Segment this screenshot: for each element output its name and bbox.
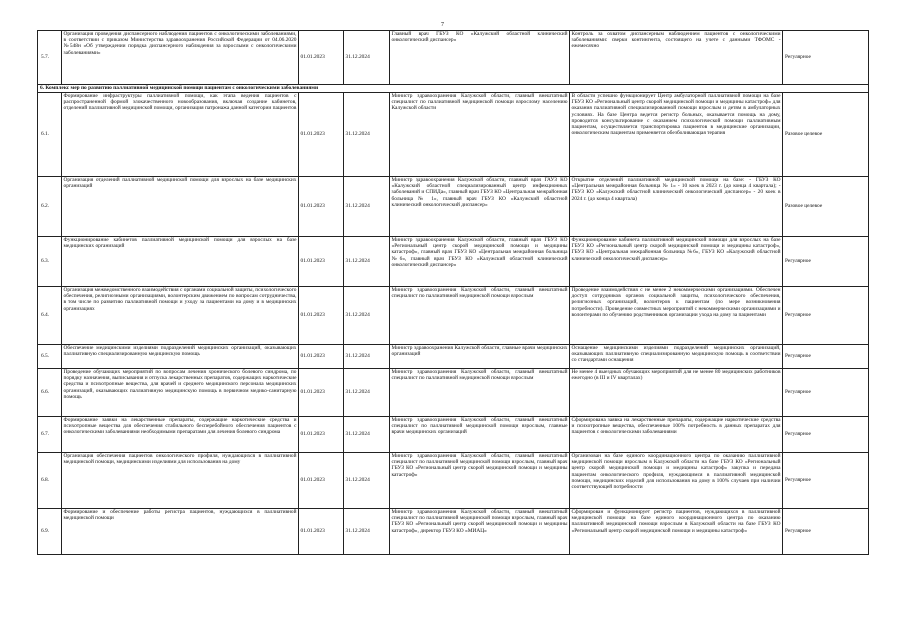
expected-result: Не менее 4 выездных обучающих мероприятий для не менее 80 медицинских работников ежегодно (в III и IV кварталах) xyxy=(570,369,783,417)
responsible: Министр здравоохранения Калужской области, главный внештатный специалист по паллиативной медицинской помощи взрослым xyxy=(390,369,570,417)
expected-result: Сформирована заявка на лекарственные препараты, содержащие наркотические средства и психотропные вещества, обеспеченные 100% потребность в данных препаратах для пациентов с онкологическими заболеваниями xyxy=(570,417,783,453)
responsible: Министр здравоохранения Калужской области, главный врач ГАУЗ КО «Калужский областной специализированный центр инфекционных заболеваний и СПИДа», главный врач ГБУЗ КО «Центральная межрайонная больница № 1», главный врач ГБУЗ КО «Калужский областной клинический онкологический диспансер» xyxy=(390,177,570,237)
periodicity: Регулярное xyxy=(783,237,869,287)
start-date: 01.01.2023 xyxy=(299,31,344,85)
table-row xyxy=(38,93,869,177)
start-date: 01.01.2023 xyxy=(299,509,344,555)
row-number: 6.8. xyxy=(38,453,62,509)
page-number: 7 xyxy=(441,22,444,28)
end-date: 31.12.2024 xyxy=(344,31,390,85)
responsible: Министр здравоохранения Калужской области, главный врач ГБУЗ КО «Региональный центр скорой медицинской помощи и медицины катастроф», главный врач ГБУЗ КО «Центральная межрайонная больница №6», главный врач ГБУЗ КО «Калужский областной клинический онкологический диспансер» xyxy=(390,237,570,287)
end-date: 31.12.2024 xyxy=(344,177,390,237)
expected-result: Функционирование кабинета паллиативной медицинской помощи для взрослых на базе ГБУЗ КО «Региональный центр скорой медицинской помощи и медицины катастроф», ГБУЗ КО «Центральная межрайонная больница №6», ГБУЗ КО «Калужский областной клинический онкологический диспансер» xyxy=(570,237,783,287)
expected-result: Контроль за охватом диспансерным наблюдением пациентов с онкологическими заболеваниями: сверки контингента, состоящего на учете с данными ТФОМС - ежемесячно xyxy=(570,31,783,85)
end-date: 31.12.2024 xyxy=(344,93,390,177)
row-number: 6.7. xyxy=(38,417,62,453)
end-date: 31.12.2024 xyxy=(344,287,390,345)
row-number: 5.7. xyxy=(38,31,62,85)
responsible: Министр здравоохранения Калужской области, главный внештатный специалист по паллиативной медицинской помощи взрослым xyxy=(390,287,570,345)
responsible: Министр здравоохранения Калужской области, главный внештатный специалист по паллиативной медицинской помощи взрослому населению Калужской области xyxy=(390,93,570,177)
start-date: 01.01.2023 xyxy=(299,345,344,369)
activity-text: Обеспечение медицинскими изделиями подразделений медицинских организаций, оказывающих паллиативную специализированную медицинскую помощь xyxy=(62,345,299,369)
row-number: 6.5. xyxy=(38,345,62,369)
table-row xyxy=(38,369,869,417)
periodicity: Регулярное xyxy=(783,453,869,509)
periodicity: Регулярное xyxy=(783,509,869,555)
periodicity: Разовое целевое xyxy=(783,177,869,237)
row-number: 6.1. xyxy=(38,93,62,177)
activity-text: Организация отделений паллиативной медицинской помощи для взрослых на базе медицинских организаций xyxy=(62,177,299,237)
start-date: 01.01.2023 xyxy=(299,93,344,177)
row-number: 6.9. xyxy=(38,509,62,555)
row-number: 6.6. xyxy=(38,369,62,417)
activity-text: Организация обеспечения пациентов онкологического профиля, нуждающихся в паллиативной медицинской помощи, медицинскими изделиями для использования на дому xyxy=(62,453,299,509)
responsible: Министр здравоохранения Калужской области, главный внештатный специалист по паллиативной медицинской помощи взрослым, главный врач ГБУЗ КО «Региональный центр скорой медицинской помощи и медицины катастроф», директор ГБУЗ КО «МИАЦ» xyxy=(390,509,570,555)
activity-plan-table xyxy=(37,30,869,555)
activity-text: Формирование инфраструктуры паллиативной помощи, как этапа ведения пациентов с распространенной формой злокачественного новообразования, включая создание кабинетов, отделений паллиативной медицинской помощи, организация патронажа данной категории пациентов xyxy=(62,93,299,177)
table-row xyxy=(38,177,869,237)
expected-result: Проведение взаимодействия с не менее 2 некоммерческими организациями. Обеспечен доступ сотрудников органов социальной защиты, психологического обеспечения, религиозных организаций, волонтеров к пациентам (по мере возникновения потребности). Проведение совместных мероприятий с некоммерческими организациями и волонтерами по обучению родственников организации ухода на дому за пациентами xyxy=(570,287,783,345)
table-row xyxy=(38,453,869,509)
periodicity: Регулярное xyxy=(783,287,869,345)
periodicity: Регулярное xyxy=(783,417,869,453)
activity-text: Формирование заявки на лекарственные препараты, содержащие наркотические средства и психотропные вещества для обеспечения стабильного бесперебойного обеспечения пациентов с онкологическими заболеваниями необходимыми препаратами для лечения болевого синдрома xyxy=(62,417,299,453)
row-number: 6.3. xyxy=(38,237,62,287)
end-date: 31.12.2024 xyxy=(344,417,390,453)
periodicity: Регулярное xyxy=(783,31,869,85)
start-date: 01.01.2023 xyxy=(299,287,344,345)
expected-result: Открытие отделений паллиативной медицинской помощи на базе: - ГБУЗ КО «Центральная межрайонная больница № 1» - 10 коек в 2023 г. (до конца 4 квартала); - ГБУЗ КО «Калужский областной клинический онкологический диспансер» - 20 коек в 2024 г. (до конца 4 квартала) xyxy=(570,177,783,237)
section-title: 6. Комплекс мер по развитию паллиативной медицинской помощи пациентам с онкологическими заболеваниями xyxy=(38,85,869,93)
periodicity: Разовое целевое xyxy=(783,93,869,177)
periodicity: Регулярное xyxy=(783,345,869,369)
responsible: Главный врач ГБУЗ КО «Калужский областной клинический онкологический диспансер» xyxy=(390,31,570,85)
row-number: 6.2. xyxy=(38,177,62,237)
activity-text: Организация межведомственного взаимодействия с органами социальной защиты, психологического обеспечения, религиозными организациями, волонтерским движением по вопросам сотрудничества, в том числе по развитию паллиативной помощи и уходу за пациентами на дому и в медицинских организациях xyxy=(62,287,299,345)
table-row xyxy=(38,237,869,287)
expected-result: Оснащение медицинскими изделиями подразделений медицинских организаций, оказывающих паллиативную специализированную медицинскую помощь в соответствии со стандартами оснащения xyxy=(570,345,783,369)
end-date: 31.12.2024 xyxy=(344,345,390,369)
activity-text: Проведение обучающих мероприятий по вопросам лечения хронического болевого синдрома, по порядку назначения, выписывания и отпуска лекарственных препаратов, содержащих наркотические средства и психотропные вещества, для врачей и среднего медицинского персонала медицинских организаций, оказывающих паллиативную медицинскую помощь в первичном медико-санитарную помощь xyxy=(62,369,299,417)
activity-text: Функционирование кабинетов паллиативной медицинской помощи для взрослых на базе медицинских организаций xyxy=(62,237,299,287)
end-date: 31.12.2024 xyxy=(344,237,390,287)
table-row xyxy=(38,417,869,453)
end-date: 31.12.2024 xyxy=(344,453,390,509)
start-date: 01.01.2023 xyxy=(299,417,344,453)
periodicity: Регулярное xyxy=(783,369,869,417)
start-date: 01.01.2023 xyxy=(299,237,344,287)
expected-result: Организован на базе единого координационного центра по оказанию паллиативной медицинской помощи взрослым в Калужской области на базе ГБУЗ КО «Региональный центр скорой медицинской помощи и медицины катастроф» закупка и передача пациентам онкологического профиля, нуждающимся в паллиативной медицинской помощи, медицинских изделий для использования на дому в 100% случаев при наличии соответствующей потребности xyxy=(570,453,783,509)
responsible: Министр здравоохранения Калужской области, главные врачи медицинских организаций xyxy=(390,345,570,369)
start-date: 01.01.2023 xyxy=(299,177,344,237)
start-date: 01.01.2023 xyxy=(299,369,344,417)
end-date: 31.12.2024 xyxy=(344,369,390,417)
table-row xyxy=(38,345,869,369)
row-number: 6.4. xyxy=(38,287,62,345)
end-date: 31.12.2024 xyxy=(344,509,390,555)
responsible: Министр здравоохранения Калужской области, главный внештатный специалист по паллиативной медицинской помощи взрослым, главный врач ГБУЗ КО «Региональный центр скорой медицинской помощи и медицины катастроф» xyxy=(390,453,570,509)
table-row xyxy=(38,287,869,345)
table-row xyxy=(38,509,869,555)
expected-result: Сформирован и функционирует регистр пациентов, нуждающихся в паллиативной медицинской помощи на базе единого координационного центра по оказанию паллиативной медицинской помощи взрослым в Калужской области на базе ГБУЗ КО «Региональный центр скорой медицинской помощи и медицины катастроф» xyxy=(570,509,783,555)
start-date: 01.01.2023 xyxy=(299,453,344,509)
table-row xyxy=(38,31,869,85)
section-header-row xyxy=(38,85,869,93)
expected-result: В области успешно функционирует Центр амбулаторной паллиативной помощи на базе ГБУЗ КО «Региональный центр скорой медицинской помощи и медицины катастроф» для оказания паллиативной специализированной помощи взрослым и детям в амбулаторных условиях. На базе Центра ведется регистр больных, оказывается помощь на дому, проводится консультирование с оказанием психологической помощи паллиативным пациентам, осуществляется транспортировка пациентов в медицинские организации, онкологическим пациентам применяется обезболивающая терапия xyxy=(570,93,783,177)
responsible: Министр здравоохранения Калужской области, главный внештатный специалист по паллиативной медицинской помощи взрослым, главные врачи медицинских организаций xyxy=(390,417,570,453)
activity-text: Формирование и обеспечение работы регистра пациентов, нуждающихся в паллиативной медицинской помощи xyxy=(62,509,299,555)
activity-text: Организация проведения диспансерного наблюдения пациентов с онкологическими заболеваниями, в соответствии с приказом Министерства здравоохранения Российской Федерации от 04.06.2020 №548н «Об утверждении порядка диспансерного наблюдения за взрослыми с онкологическими заболеваниями» xyxy=(62,31,299,85)
